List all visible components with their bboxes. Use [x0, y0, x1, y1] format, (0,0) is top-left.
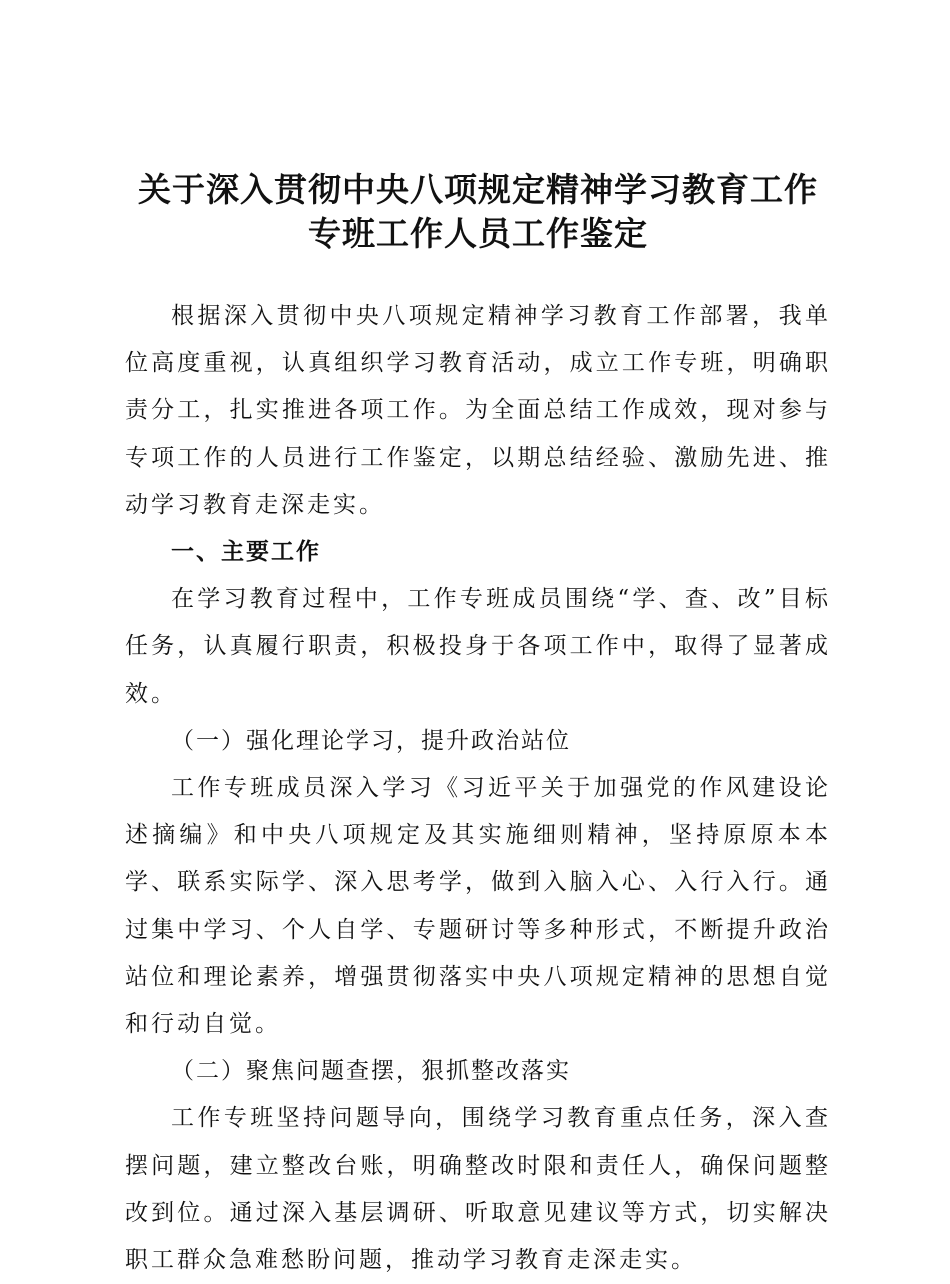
problem-rectification-paragraph: 工作专班坚持问题导向，围绕学习教育重点任务，深入查摆问题，建立整改台账，明确整改时限和责任人，确保问题整改到位。通过深入基层调研、听取意见建议等方式，切实解决职工群众急难愁盼问题，推动学习教育走深走实。	[125, 1105, 831, 1274]
document-title	[125, 168, 831, 256]
title-line-1: 关于深入贯彻中央八项规定精神学习教育工作	[138, 170, 818, 209]
title-line-2: 专班工作人员工作鉴定	[308, 214, 648, 253]
theory-study-paragraph: 工作专班成员深入学习《习近平关于加强党的作风建设论述摘编》和中央八项规定及其实施细则精神，坚持原原本本学、联系实际学、深入思考学，做到入脑入心、入行入行。通过集中学习、个人自学、专题研讨等多种形式，不断提升政治站位和理论素养，增强贯彻落实中央八项规定精神的思想自觉和行动自觉。	[125, 775, 831, 1038]
subsection-heading-problem-rectification: （二）聚焦问题查摆，狠抓整改落实	[171, 1058, 571, 1085]
intro-paragraph: 根据深入贯彻中央八项规定精神学习教育工作部署，我单位高度重视，认真组织学习教育活动，成立工作专班，明确职责分工，扎实推进各项工作。为全面总结工作成效，现对参与专项工作的人员进行工作鉴定，以期总结经验、激励先进、推动学习教育走深走实。	[125, 303, 831, 518]
main-work-paragraph: 在学习教育过程中，工作专班成员围绕“学、查、改”目标任务，认真履行职责，积极投身于各项工作中，取得了显著成效。	[125, 586, 831, 707]
subsection-heading-theory-study: （一）强化理论学习，提升政治站位	[171, 727, 571, 754]
document-page	[125, 168, 831, 1284]
document-body	[125, 293, 831, 1284]
section-heading-main-work: 一、主要工作	[171, 539, 321, 566]
